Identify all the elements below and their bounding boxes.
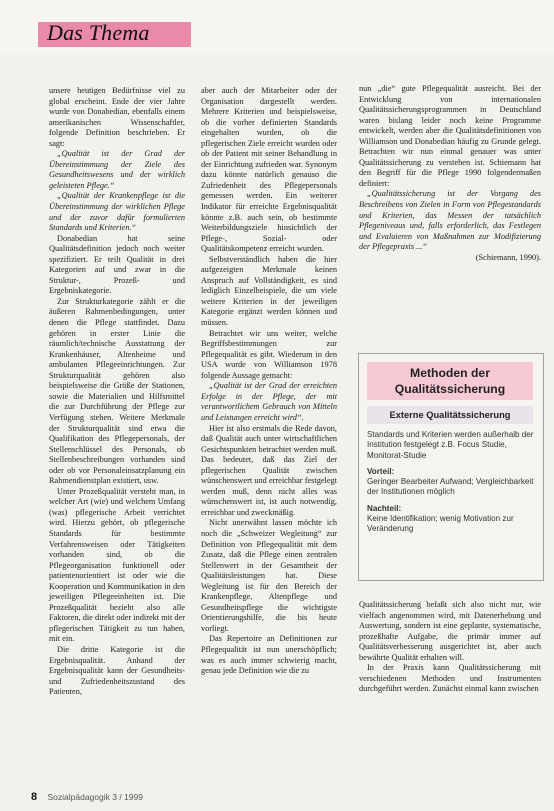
column-3-continued [359, 600, 541, 695]
column-2 [201, 86, 337, 677]
box-title: Methoden der Qualitätssicherung [367, 362, 533, 400]
column-1 [49, 86, 185, 698]
box-intro: Standards und Kriterien werden außerhalb der Institution festgelegt z.B. Focus Studie, Monitorat-Studie [367, 430, 534, 460]
paragraph: Hier ist also erstmals die Rede davon, daß Qualität auch unter wirtschaftlichen Gesichtspunkten betrachtet werden muß. Das bedeutet, daß das Ziel der pflegerischen Qualität zwischen wünschenswert und erreichbar festgelegt werden muß, denn nicht alles was wünschenswert ist, ist auch notwendig, erreichbar und zweckmäßig. [201, 423, 337, 517]
con-label: Nachteil: [367, 503, 402, 513]
paragraph: nun „die“ gute Pflegequalität ausreicht. Bei der Entwicklung von internationalen Qualitätssicherungsprogrammen in Deutschland waren bislang leider noch keine Programme entwickelt, werden aber die Qualitätsdefinitionen von Williamson und Donabedian häufig zu Grunde gelegt. Betrachten wir nun einmal genauer was unter Qualitätssicherung zu verstehen ist. Schiemann hat den Begriff für die Pflege 1990 folgendermaßen definiert: [359, 84, 541, 188]
paragraph: In der Praxis kann Qualitätssicherung mit verschiedenen Methoden und Instrumenten durchgeführt werden. Zunächst einmal kann zwischen [359, 663, 541, 694]
paragraph: Donabedian hat seine Qualitätsdefinition jedoch noch weiter spezifiziert. Er teilt Qualität in drei Kategorien auf und zwar in die Struktur-, Prozeß- und Ergebniskategorie. [49, 233, 185, 296]
quote: „Qualität ist der Grad der erreichten Erfolge in der Pflege, der mit verantwortlichem Gebrauch von Mitteln und Leistungen erreicht wird“. [201, 381, 337, 422]
page-title: Das Thema [47, 20, 150, 45]
methods-box [358, 353, 544, 581]
paragraph: Die dritte Kategorie ist die Ergebnisqualität. Anhand der Ergebnisqualität kann der Gesundheits- und Zufriedenheitszustand des Patienten, [49, 644, 185, 697]
page-footer [31, 791, 143, 803]
paragraph: Selbstverständlich haben die hier aufgezeigten Merkmale keinen Anspruch auf Vollständigkeit, es sind lediglich Einzelbeispiele, die um viele weitere Kriterien in der jeweiligen Kategorie ergänzt werden können und müssen. [201, 254, 337, 328]
quote: „Qualitätssicherung ist der Vorgang des Beschreibens von Zielen in Form von Pflegestandards und Kriterien, das Messen der tatsächlich Pflegeniveaus und, falls erforderlich, das Festlegen und Evaluieren von Maßnahmen zur Modifizierung der Pflegepraxis ...“ [359, 189, 541, 252]
box-subtitle: Externe Qualitätssicherung [367, 406, 533, 424]
paragraph: Betrachtet wir uns weiter, welche Begriffsbestimmungen zur Pflegequalität es gibt. Wiederum in den USA wurde von Williamson 1978 folgende Aussage gemacht: [201, 328, 337, 380]
paragraph: Unter Prozeßqualität versteht man, in welcher Art (wie) und welchem Umfang (was) pflegerische Arbeit verrichtet wird. Hierzu gehört, ob pflegerische Standards für bestimmte Verfahrensweisen oder Tätigkeiten vorhanden sind, ob die Pflegeorganisation funktionell oder patientenorientiert ist oder wie die Kooperation und Kommunikation in den jeweiligen Pflegeeinheiten ist. Die Prozeßqualität bezieht also alle Faktoren, die direkt oder indirekt mit der pflegerischen Tätigkeit zu tun haben, mit ein. [49, 486, 185, 644]
paragraph: Qualitätssicherung befaßt sich also nicht nur, wie vielfach angenommen wird, mit Datenerhebung und Auswertung, sondern ist eine geplante, systematische, prozeßhafte Aufgabe, die primär immer auf Qualitätsverbesserung ausgerichtet ist, aber auch bewährte Qualität erhalten will. [359, 600, 541, 662]
paragraph: Nicht unerwähnt lassen möchte ich noch die „Schweizer Wegleitung“ zur Definition von Pflegequalität mit dem Zusatz, daß die Pflege einen zentralen Stellenwert in der Gesamtheit der Qualitätsleistungen hat. Diese Wegleitung ist für den Bereich der Krankenpflege, Altenpflege und Gesundheitspflege die wichtigste Orientierungshilfe, die bis heute vorliegt. [201, 518, 337, 633]
paragraph: Zur Strukturkategorie zählt er die äußeren Rahmenbedingungen, unter denen die Pflege stattfindet. Dazu gehören in erster Linie die räumlich/technische Ausstattung der Krankenhäuser, Altenheime und ambulanten Pflegeeinrichtungen. Zur Strukturqualität gehören also beispielsweise die Größe der Stationen, sowie die Materialien und Hilfsmittel die zur Durchführung der Pflege zur Verfügung stehen. Weitere Merkmale der Strukturqualität sind etwa die Qualifikation des Pflegepersonals, der Stellenschlüssel des Personals, ob Stellenbeschreibungen vorhanden sind oder ob vor Personaleinsatzplanung ein Rahmendienstplan existiert, usw. [49, 296, 185, 486]
quote: „Qualität ist der Grad der Übereinstimmung der Ziele des Gesundheitswesens und der wirklich geleisteten Pflege.“ [49, 149, 185, 190]
citation: (Schiemann, 1990). [475, 252, 541, 262]
paragraph: Das Repertoire an Definitionen zur Pflegequalität ist nun unerschöpflich; was es auch immer schwierig macht, genau jede Definition wie die zu [201, 634, 337, 676]
con-text: Keine Identifikation; wenig Motivation zur Veränderung [367, 514, 514, 534]
paragraph: unsere heutigen Bedürfnisse viel zu global erscheint. Ende der vier Jahre wurde von Donabedian, ebenfalls einem amerikanischen Wissenschaftler, folgende Definition beschrieben. Er sagt: [49, 86, 185, 148]
paragraph: aber auch der Mitarbeiter oder der Organisation dargestellt werden. Mehrere Kriterien und beispielsweise, ob die vorher definierten Standards eingehalten wurden, ob die pflegerischen Ziele erreicht wurden oder ob der Patient mit seiner Behandlung in der Einrichtung zufrieden war. Synonym dazu könnte natürlich genauso die Zufriedenheit des Pflegepersonals gemessen werden. Ein weiterer Indikator für erreichte Ergebnisqualität könnte z.B. auch sein, ob bestimmte Weiterbildungsziele hinsichtlich der Pflege-, Sozial- oder Qualitätskompetenz erreicht wurden. [201, 86, 337, 254]
column-3 [359, 84, 541, 263]
footer-source: Sozialpädagogik 3 / 1999 [47, 792, 143, 802]
pro-label: Vorteil: [367, 466, 395, 476]
pro-text: Geringer Bearbeiter Aufwand; Vergleichbarkeit der Institutionen möglich [367, 477, 534, 497]
quote: „Qualität der Krankenpflege ist die Übereinstimmung der wirklichen Pflege und der zuvor dafür formulierten Standards und Kriterien.“ [49, 191, 185, 233]
box-body [367, 430, 535, 535]
page-number: 8 [31, 791, 38, 803]
